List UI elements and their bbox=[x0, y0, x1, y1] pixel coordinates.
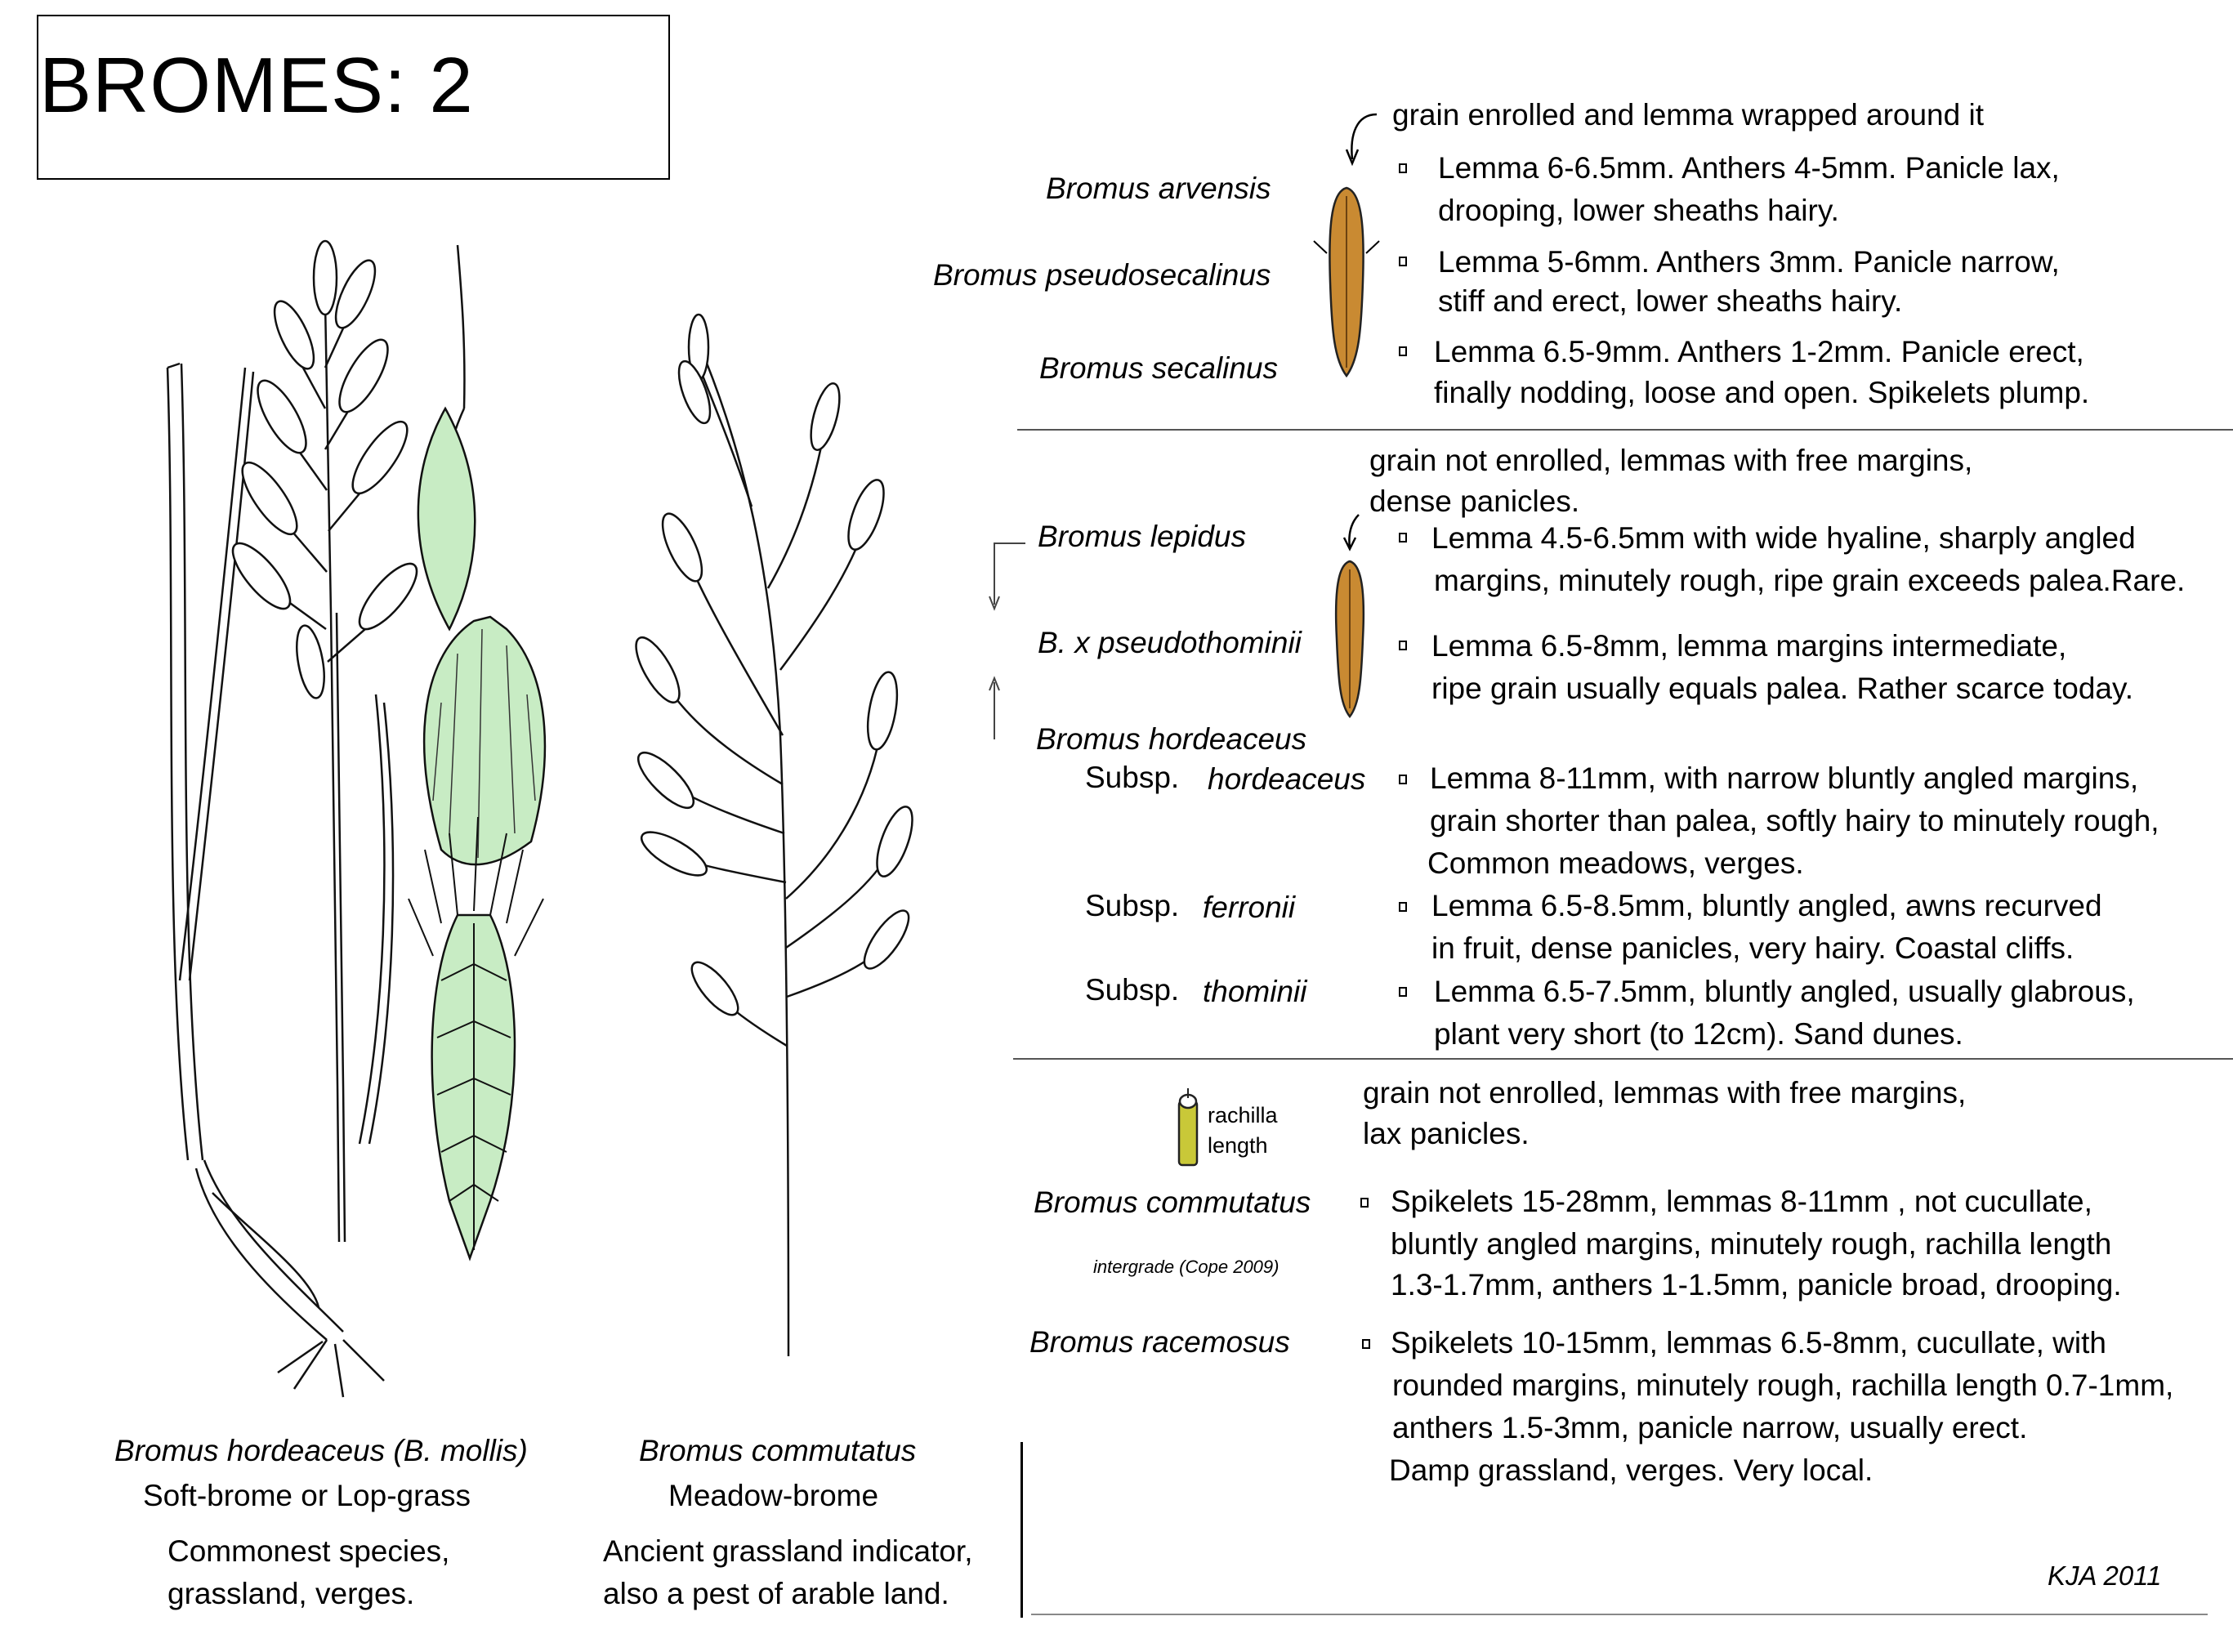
description-line: Lemma 6.5-8mm, lemma margins intermediate, bbox=[1431, 629, 2067, 663]
bullet-icon bbox=[1399, 902, 1407, 912]
page-title: BROMES: 2 bbox=[39, 42, 474, 129]
description-line: Lemma 4.5-6.5mm with wide hyaline, sharply angled bbox=[1431, 521, 2136, 555]
rachilla-icon bbox=[1174, 1087, 1207, 1168]
credit: KJA 2011 bbox=[2048, 1560, 2162, 1591]
bracket-arrows bbox=[985, 531, 1034, 743]
species-name: Bromus arvensis bbox=[1046, 172, 1271, 205]
subsp-label: Subsp. bbox=[1085, 761, 1180, 794]
figure-1-note-line: grassland, verges. bbox=[167, 1577, 415, 1610]
description-line: Spikelets 10-15mm, lemmas 6.5-8mm, cucullate, with bbox=[1391, 1326, 2106, 1360]
description-line: margins, minutely rough, ripe grain exceeds palea.Rare. bbox=[1434, 564, 2186, 597]
subsp-label: Subsp. bbox=[1085, 973, 1180, 1007]
rachilla-label: rachilla bbox=[1208, 1103, 1278, 1127]
description-line: ripe grain usually equals palea. Rather scarce today. bbox=[1431, 672, 2134, 705]
description-line: rounded margins, minutely rough, rachilla length 0.7-1mm, bbox=[1392, 1368, 2174, 1402]
description-line: Spikelets 15-28mm, lemmas 8-11mm , not cucullate, bbox=[1391, 1185, 2092, 1218]
subsp-label: Subsp. bbox=[1085, 889, 1180, 922]
figure-1-common-name: Soft-brome or Lop-grass bbox=[143, 1479, 471, 1512]
section-divider bbox=[1013, 1058, 2233, 1060]
description-line: Lemma 6.5-8.5mm, bluntly angled, awns recurved bbox=[1431, 889, 2102, 922]
vertical-divider bbox=[1020, 1442, 1023, 1618]
figure-2-note-line: also a pest of arable land. bbox=[603, 1577, 949, 1610]
leaf-detail-illustrations bbox=[392, 245, 572, 1307]
bromus-commutatus-illustration bbox=[637, 327, 980, 1389]
description-line: drooping, lower sheaths hairy. bbox=[1438, 194, 1839, 227]
figure-1-name: Bromus hordeaceus (B. mollis) bbox=[114, 1434, 528, 1467]
group-2-heading: dense panicles. bbox=[1369, 484, 1580, 518]
bullet-icon bbox=[1362, 1339, 1370, 1349]
bullet-icon bbox=[1360, 1198, 1369, 1208]
description-line: in fruit, dense panicles, very hairy. Coastal cliffs. bbox=[1431, 931, 2074, 965]
intergrade-note: intergrade (Cope 2009) bbox=[1093, 1257, 1280, 1277]
subspecies-name: thominii bbox=[1203, 975, 1307, 1008]
free-margin-grain-icon bbox=[1325, 557, 1374, 721]
species-name: Bromus commutatus bbox=[1034, 1185, 1311, 1219]
description-line: 1.3-1.7mm, anthers 1-1.5mm, panicle broad, drooping. bbox=[1391, 1268, 2122, 1302]
bullet-icon bbox=[1399, 987, 1407, 997]
description-line: plant very short (to 12cm). Sand dunes. bbox=[1434, 1017, 1963, 1051]
description-line: Common meadows, verges. bbox=[1427, 846, 1804, 880]
bullet-icon bbox=[1399, 257, 1407, 266]
species-name: B. x pseudothominii bbox=[1038, 626, 1302, 659]
figure-2-name: Bromus commutatus bbox=[639, 1434, 917, 1467]
description-line: finally nodding, loose and open. Spikelets plump. bbox=[1434, 376, 2090, 409]
description-line: Lemma 5-6mm. Anthers 3mm. Panicle narrow, bbox=[1438, 245, 2060, 279]
group-2-heading: grain not enrolled, lemmas with free margins, bbox=[1369, 444, 1973, 477]
description-line: Lemma 6.5-9mm. Anthers 1-2mm. Panicle erect, bbox=[1434, 335, 2084, 368]
figure-2-note-line: Ancient grassland indicator, bbox=[603, 1534, 973, 1568]
species-name: Bromus racemosus bbox=[1029, 1325, 1290, 1359]
rachilla-label: length bbox=[1208, 1133, 1268, 1158]
description-line: Lemma 8-11mm, with narrow bluntly angled margins, bbox=[1430, 761, 2139, 795]
description-line: stiff and erect, lower sheaths hairy. bbox=[1438, 284, 1903, 318]
bullet-icon bbox=[1399, 533, 1407, 542]
bullet-icon bbox=[1399, 346, 1407, 356]
arrow-icon bbox=[1340, 102, 1389, 167]
description-line: bluntly angled margins, minutely rough, rachilla length bbox=[1391, 1227, 2112, 1261]
group-1-heading: grain enrolled and lemma wrapped around it bbox=[1392, 98, 1984, 132]
description-line: Lemma 6-6.5mm. Anthers 4-5mm. Panicle lax, bbox=[1438, 151, 2060, 185]
species-name: Bromus lepidus bbox=[1038, 520, 1247, 553]
bullet-icon bbox=[1399, 163, 1407, 173]
bullet-icon bbox=[1399, 775, 1407, 784]
subspecies-name: hordeaceus bbox=[1208, 762, 1366, 796]
bottom-rule bbox=[1031, 1614, 2208, 1615]
group-3-heading: grain not enrolled, lemmas with free margins, bbox=[1363, 1076, 1967, 1110]
species-name: Bromus pseudosecalinus bbox=[933, 258, 1271, 292]
description-line: grain shorter than palea, softly hairy to minutely rough, bbox=[1430, 804, 2159, 837]
figure-1-note-line: Commonest species, bbox=[167, 1534, 450, 1568]
subspecies-name: ferronii bbox=[1203, 891, 1296, 924]
species-name: Bromus secalinus bbox=[1039, 351, 1279, 385]
description-line: anthers 1.5-3mm, panicle narrow, usually erect. bbox=[1392, 1411, 2028, 1444]
bullet-icon bbox=[1399, 641, 1407, 650]
species-name: Bromus hordeaceus bbox=[1036, 722, 1307, 756]
arrow-icon bbox=[1338, 511, 1371, 551]
description-line: Lemma 6.5-7.5mm, bluntly angled, usually glabrous, bbox=[1434, 975, 2135, 1008]
figure-2-common-name: Meadow-brome bbox=[668, 1479, 879, 1512]
section-divider bbox=[1017, 429, 2233, 431]
group-3-heading: lax panicles. bbox=[1363, 1117, 1530, 1150]
enrolled-grain-icon bbox=[1322, 184, 1371, 380]
description-line: Damp grassland, verges. Very local. bbox=[1389, 1453, 1873, 1487]
